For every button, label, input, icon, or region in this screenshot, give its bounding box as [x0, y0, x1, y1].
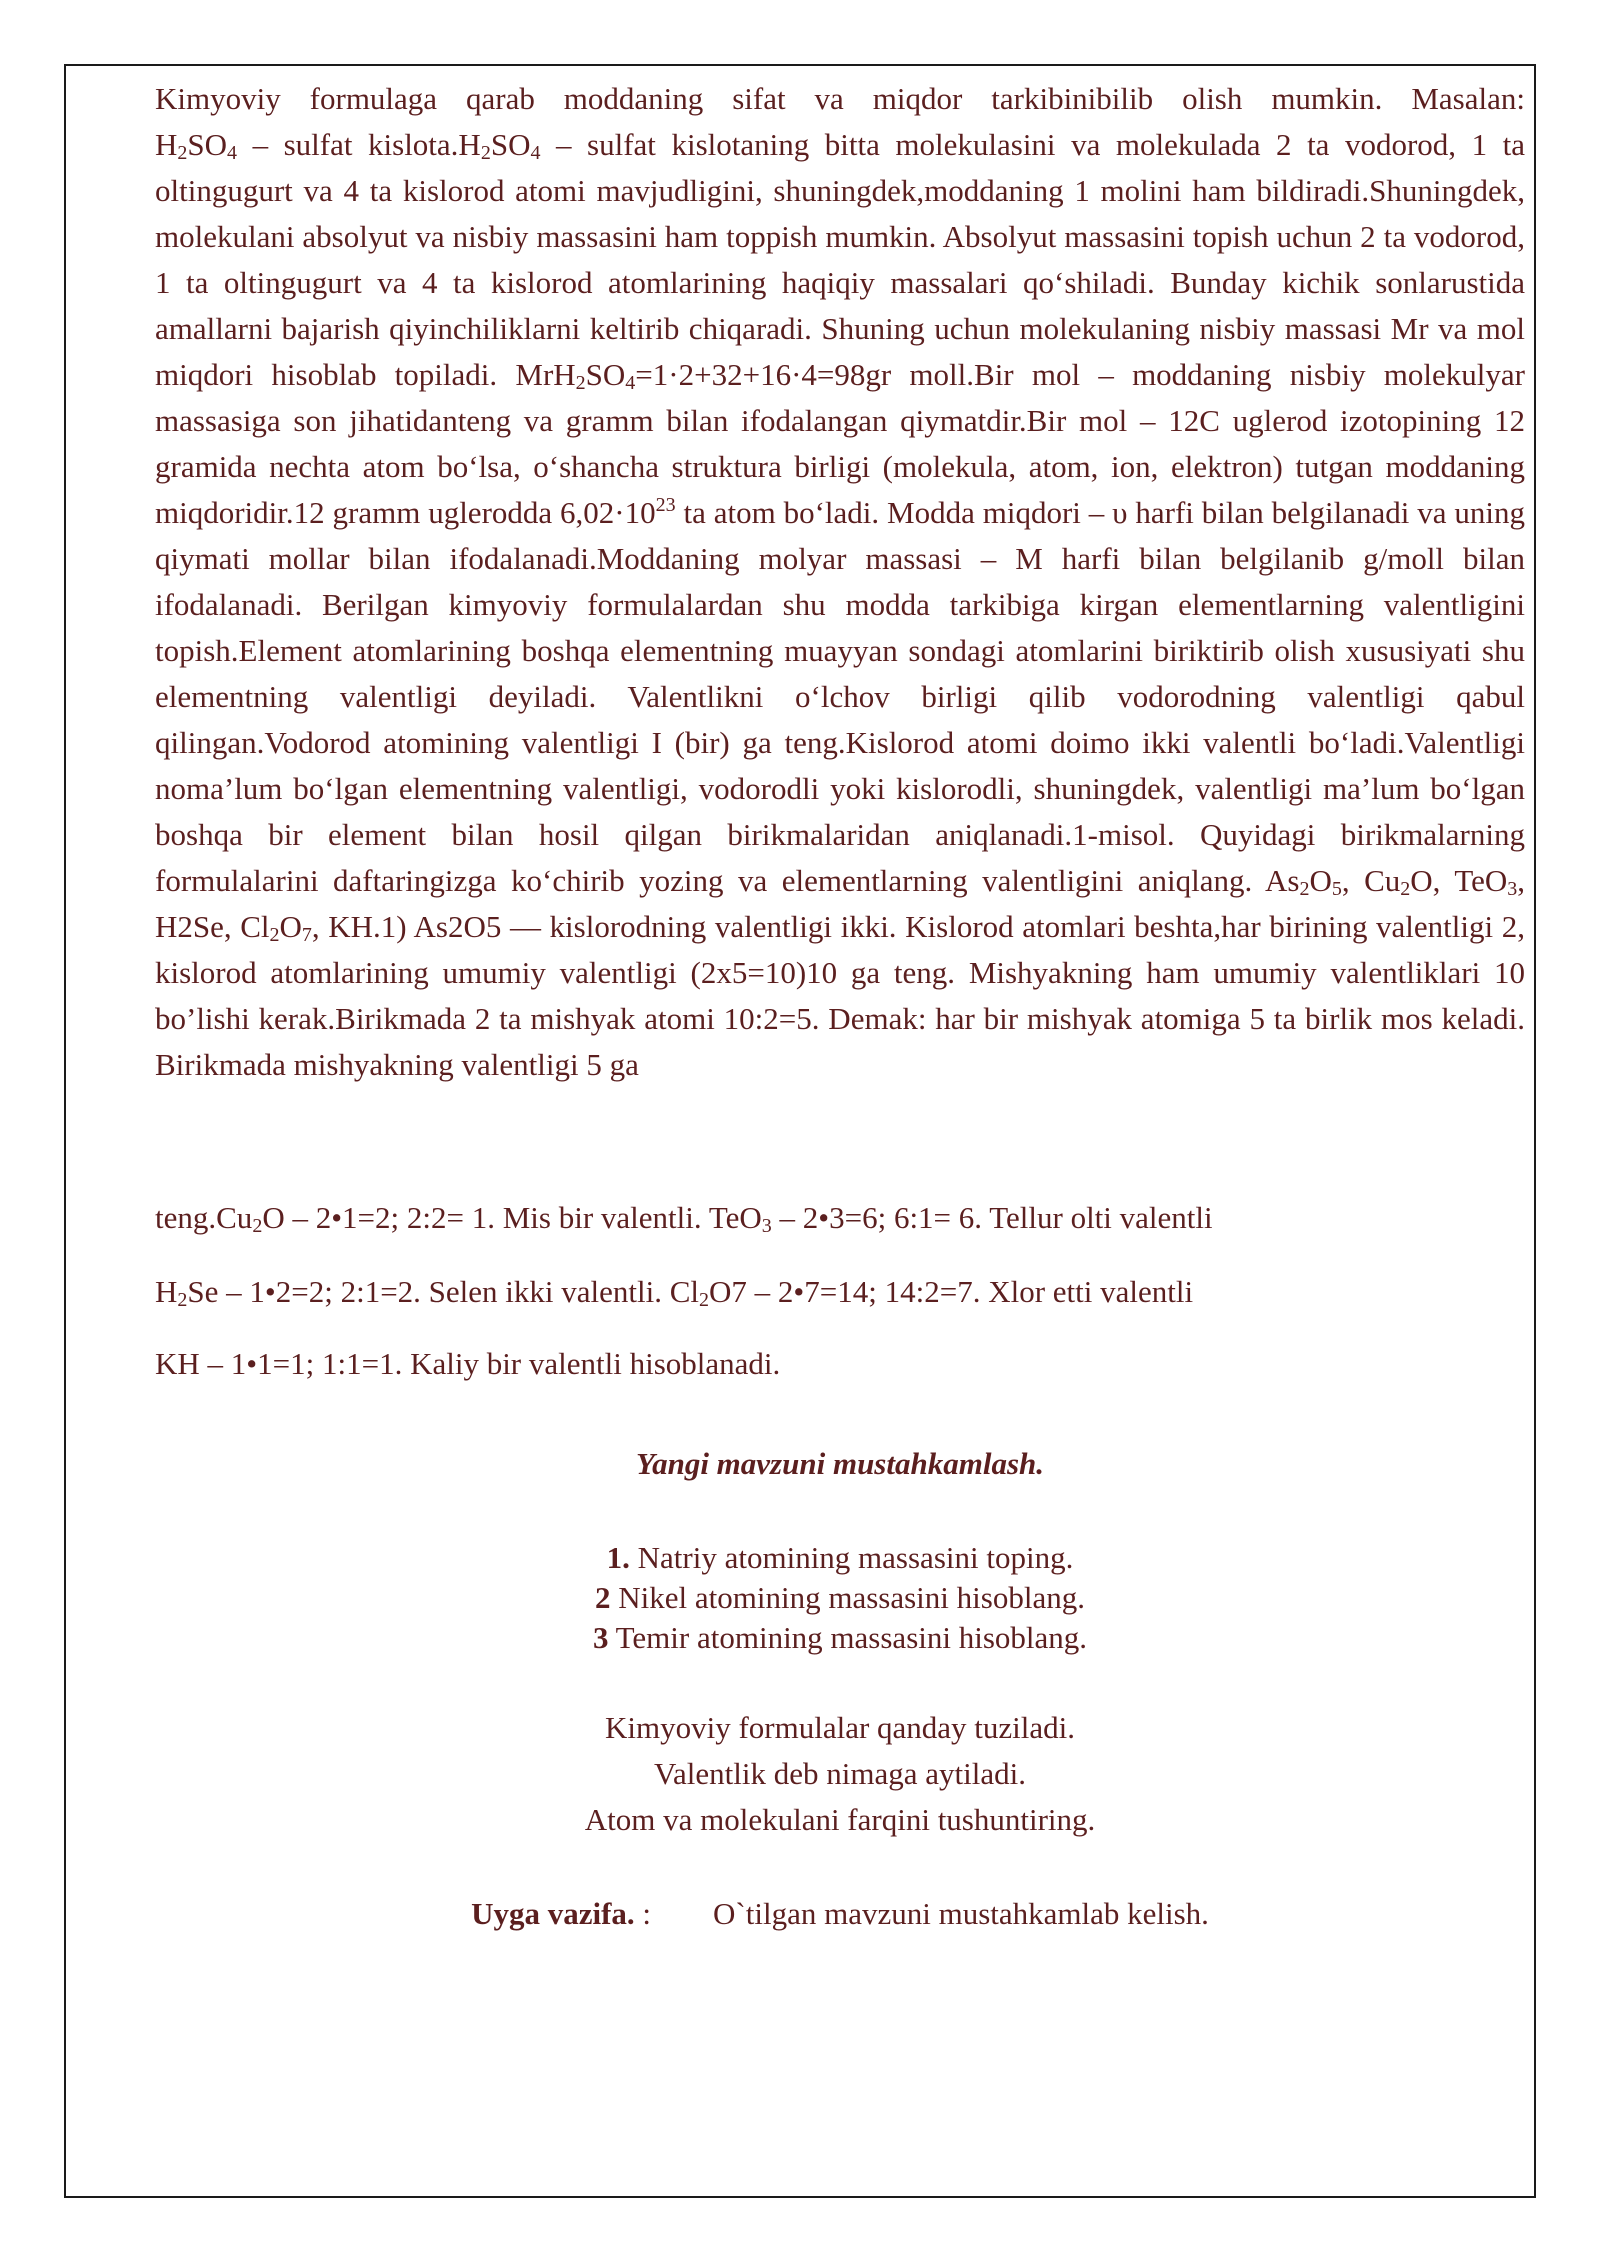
calc-line-kh: KH – 1•1=1; 1:1=1. Kaliy bir valentli hisoblanadi. — [155, 1346, 781, 1381]
paragraph-line-1: Kimyoviy formulaga qarab moddaning sifat va miqdor tarkibinibilib olish mumkin. Masalan: — [155, 81, 1525, 116]
question-3: Atom va molekulani farqini tushuntiring. — [584, 1802, 1096, 1837]
task-1: 1. Natriy atomining massasini toping. — [606, 1540, 1074, 1575]
task-3: 3 Temir atomining massasini hisoblang. — [592, 1620, 1088, 1655]
homework-text: O`tilgan mavzuni mustahkamlab kelish. — [713, 1896, 1209, 1931]
calc-line-se-cl: $H_2Se$ – 1•2=2; 2:1=2. Selen ikki valentli. $Cl_2O7$ – 2•7=14; 14:2=7. Xlor etti valentli — [155, 1274, 1194, 1311]
task-2: 2 Nikel atomining massasini hisoblang. — [595, 1580, 1085, 1615]
homework-line: Uyga vazifa. : O`tilgan mavzuni mustahkamlab kelish. — [471, 1896, 1209, 1931]
question-2: Valentlik deb nimaga aytiladi. — [654, 1756, 1026, 1791]
question-1: Kimyoviy formulalar qanday tuziladi. — [604, 1710, 1076, 1745]
homework-label: Uyga vazifa. — [471, 1896, 635, 1931]
paragraph-body: $H_2SO_4$ – sulfat $kislota.H_2SO_4$ – sulfat kislotaning bitta molekulasini va molekulada 2 ta vodorod, 1 ta oltingugurt va 4 ta kislorod atomi mavjudligini, shuningdek,moddaning 1 molini ham bildiradi.Shuningdek, molekulani absolyut va nisbiy massasini ham toppish mumkin. Absolyut massasini topish uchun 2 ta vodorod, 1 ta oltingugurt va 4 ta kislorod atomlarining haqiqiy massalari qo‘shiladi. Bunday kichik sonlarustida amallarni bajarish qiyinchiliklarni keltirib chiqaradi. Shuning uchun molekulaning nisbiy massasi Mr va mol miqdori hisoblab topiladi. $MrH_2SO_4=1\cdot 2+32+16\cdot 4=98gr$ moll.Bir mol – moddaning nisbiy molekulyar massasiga son jihatidanteng va gramm bilan ifodalangan qiymatdir.Bir mol – 12C uglerod izotopining 12 gramida nechta atom bo‘lsa, o‘shancha struktura birligi (molekula, atom, ion, elektron) tutgan moddaning miqdoridir.12 gramm uglerodda $6,02\cdot 10^{23}$ ta atom bo‘ladi. Modda miqdori – υ harfi bilan belgilanadi va uning qiymati mollar bilan ifodalanadi.Moddaning molyar massasi – M harfi bilan belgilanib g/moll bilan ifodalanadi. Berilgan kimyoviy formulalardan shu modda tarkibiga kirgan elementlarning valentligini topish.Element atomlarining boshqa elementning muayyan sondagi atomlarini biriktirib olish xususiyati shu elementning valentligi deyiladi. Valentlikni o‘lchov birligi qilib vodorodning valentligi qabul qilingan.Vodorod atomining valentligi I (bir) ga teng.Kislorod atomi doimo ikki valentli bo‘ladi.Valentligi noma’lum bo‘lgan elementning valentligi, vodorodli yoki kislorodli, shuningdek, valentligi ma’lum bo‘lgan boshqa bir element bilan hosil qilgan birikmalaridan aniqlanadi.1-misol. Quyidagi birikmalarning formulalarini daftaringizga ko‘chirib yozing va elementlarning valentligini aniqlang. $As_2O_5$, $Cu_2O$, TeO$_3$, H2Se, $Cl_2O_7$, KH.1) As2O5 — kislorodning valentligi ikki. Kislorod atomlari beshta,har birining valentligi 2, kislorod atomlarining umumiy valentligi (2x5=10)10 ga teng. Mishyakning ham umumiy valentliklari 10 bo’lishi kerak.Birikmada 2 ta mishyak atomi 10:2=5. Demak: har bir mishyak atomiga 5 ta birlik mos keladi. Birikmada mishyakning valentligi 5 ga — [155, 127, 1526, 1082]
section-heading: Yangi mavzuni mustahkamlash. — [635, 1446, 1045, 1481]
calc-line-cu-te: $teng.Cu_2O$ – 2•1=2; 2:2= 1. Mis bir valentli. TeO$_3$ – 2•3=6; 6:1= 6. Tellur olti valentli — [155, 1200, 1213, 1237]
main-paragraph — [155, 76, 1525, 1088]
